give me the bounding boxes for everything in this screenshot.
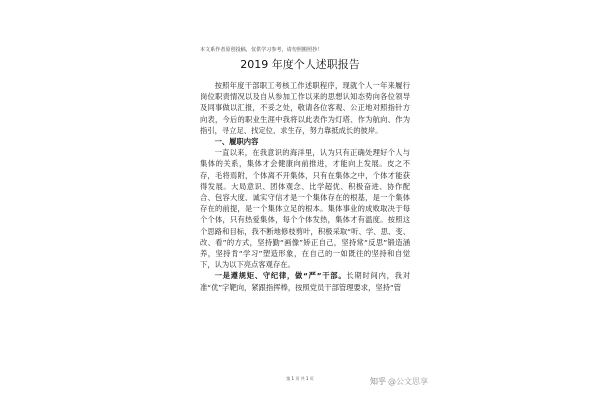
paragraph-1: 一直以来，在我意识的海洋里，认为只有正确处理好个人与集体的关系，集体才会健康向前推进，才能向上发展。皮之不存，毛将焉附，个体离不开集体，只有在集体之中，个体才能获得发展。大局意识、团体观念、比学超优、积极奋进、协作配合、包容大度、诚实守信才是一个集体存在的根基，是一个集体存在的前提，是一个集体立足的根本。集体事业的成败取决于每个个体，只有热爱集体，每个个体发热，集体才有温度。按照这个思路和目标，我不断地修枝剪叶，积极采取“听、学、思、变、改、看”的方式，坚持勤“画像”矫正自己，坚持常“反思”锻造涵养，坚持肯“学习”塑造形象，在自己的一如既往的坚持和自觉下，认为以下亮点客观存在。 — [200, 148, 410, 270]
watermark — [370, 376, 428, 387]
section-heading-1: 一、履职内容 — [214, 137, 259, 147]
document-title: 2019 年度个人述职报告 — [240, 58, 360, 71]
watermark-text: @公文思享 — [388, 377, 428, 386]
paragraph-2-rest: 长期时间内，我对准“优”字靶向，紧跟指挥棒，按照党员干部管理要求，坚持“管 — [200, 271, 411, 292]
header-note: 本文系作者原创投稿，仅供学习参考，请勿照搬照抄！ — [200, 47, 323, 53]
page-footer: 第 1 页 共 1 页 — [286, 376, 314, 381]
document-body — [200, 80, 410, 293]
paragraph-2 — [200, 270, 410, 292]
intro-paragraph: 按照年度干部职工考核工作述职程序，现就个人一年来履行岗位职责情况以及自从参加工作以来的思想认知态势向各位领导及同事做以汇报，不妥之处，敬请各位客观、公正地对照指针方向表，今后的职业生涯中我将以此表作为灯塔、作为航向、作为指引，寻立足、找定位、求生存，努力靠抵成长的彼岸。 — [200, 81, 410, 135]
zhihu-logo: 知乎 — [370, 377, 386, 386]
paragraph-2-lead: 一是遵规矩、守纪律，做“严”干部。 — [214, 271, 347, 281]
